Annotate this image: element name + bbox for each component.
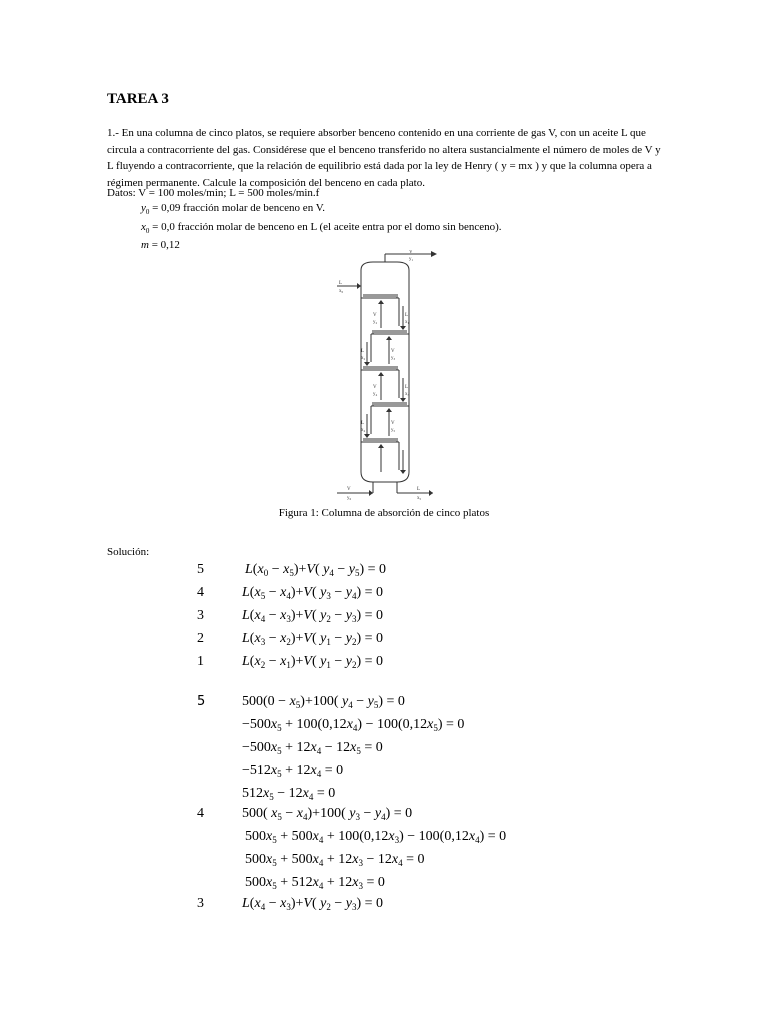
plate-label: 2 bbox=[197, 631, 204, 646]
figure-label: x₀ bbox=[339, 289, 344, 294]
equation-step: $500x_5 + 500x_4 + 100(0,12x_3) - 100(0,12x_4) = 0$ bbox=[245, 829, 507, 845]
equation-step: $500(0 - x_5)+100$( $y_4 - y_5) = 0$ bbox=[242, 694, 405, 710]
equation-plate-3: $L(x_4 - x_3)+V$( $y_2 - y_3) = 0$ bbox=[242, 608, 384, 624]
figure-label: x₅ bbox=[417, 496, 422, 500]
plate-label: 4 bbox=[197, 585, 204, 600]
given-m bbox=[141, 239, 180, 251]
figure-label: L bbox=[417, 487, 421, 492]
figure-label: V bbox=[409, 250, 413, 255]
figure-label: L bbox=[361, 349, 365, 354]
equation-step: $-500x_5 + 12x_4 - 12x_5 = 0$ bbox=[242, 740, 383, 756]
figure-label: V bbox=[391, 349, 395, 354]
figure-label: x₂ bbox=[361, 356, 366, 361]
plate-label: 1 bbox=[197, 654, 204, 669]
given-text: = 0,09 fracción molar de benceno en V. bbox=[149, 202, 326, 214]
given-var: x bbox=[141, 221, 146, 233]
figure-caption: Figura 1: Columna de absorción de cinco platos bbox=[278, 507, 490, 519]
figure-label: L bbox=[339, 281, 343, 286]
equation-step: $-500x_5 + 100(0,12x_4) - 100(0,12x_5) = 0$ bbox=[242, 717, 465, 733]
data-line: Datos: V = 100 moles/min; L = 500 moles/min.f bbox=[107, 187, 320, 199]
figure-label: y₆ bbox=[347, 496, 352, 500]
solution-label: Solución: bbox=[107, 546, 150, 558]
plate-label: 4 bbox=[197, 806, 204, 821]
given-text: = 0,0 fracción molar de benceno en L (el aceite entra por el domo sin benceno). bbox=[149, 221, 502, 233]
page-title: TAREA 3 bbox=[107, 91, 169, 107]
equation-step: $500x_5 + 512x_4 + 12x_3 = 0$ bbox=[245, 875, 385, 891]
problem-statement: 1.- En una columna de cinco platos, se requiere absorber benceno contenido en una corriente de gas V, con un aceite L que circula a contracorriente del gas. Considérese que el benceno transferido no altera sustancialmente el número de moles de V y L fluyendo a contracorriente, que la relación de equilibrio está dada por la ley de Henry ( y = mx ) y que la columna opera a régimen permanente. Calcule la composición del benceno en cada plato. bbox=[107, 127, 661, 189]
figure-label: L bbox=[405, 313, 409, 318]
figure-label: x₄ bbox=[361, 428, 366, 433]
figure-label: y₃ bbox=[391, 356, 396, 361]
figure-label: y₄ bbox=[373, 392, 378, 397]
figure-label: y₂ bbox=[373, 320, 378, 325]
equation-plate-5: $L(x_0 - x_5)+V$( $y_4 - y_5) = 0$ bbox=[245, 562, 387, 578]
figure-label: V bbox=[391, 421, 395, 426]
given-y0 bbox=[141, 202, 325, 216]
equation-step: $500x_5 + 500x_4 + 12x_3 - 12x_4 = 0$ bbox=[245, 852, 425, 868]
plate-label: 3 bbox=[197, 896, 204, 911]
equation-plate-4: $L(x_5 - x_4)+V$( $y_3 - y_4) = 0$ bbox=[242, 585, 384, 601]
equation-plate-1: $L(x_2 - x_1)+V$( $y_1 - y_2) = 0$ bbox=[242, 654, 384, 670]
figure-label: y₅ bbox=[391, 428, 396, 433]
equation-step: 500( $x_5 - x_4)+100$( $y_3 - y_4) = 0$ bbox=[242, 806, 413, 822]
given-x0 bbox=[141, 221, 502, 235]
plate-label: 3 bbox=[197, 608, 204, 623]
figure-label: L bbox=[361, 421, 365, 426]
plate-label: 5 bbox=[197, 562, 204, 577]
equation-step: $512x_5 - 12x_4 = 0$ bbox=[242, 786, 336, 802]
equation-step: $-512x_5 + 12x_4 = 0$ bbox=[242, 763, 344, 779]
figure-label: y₁ bbox=[409, 257, 414, 262]
figure-label: V bbox=[373, 385, 377, 390]
given-text: = 0,12 bbox=[148, 239, 180, 251]
figure-label: x₃ bbox=[405, 392, 410, 397]
given-sub: 0 bbox=[145, 227, 150, 236]
figure-label: x₁ bbox=[405, 320, 410, 325]
figure-label: V bbox=[373, 313, 377, 318]
equation-step: $L(x_4 - x_3)+V$( $y_2 - y_3) = 0$ bbox=[242, 896, 384, 912]
given-sub: 0 bbox=[145, 208, 150, 217]
equation-plate-2: $L(x_3 - x_2)+V$( $y_1 - y_2) = 0$ bbox=[242, 631, 384, 647]
plate-label: 5 bbox=[197, 694, 206, 709]
figure-label: L bbox=[405, 385, 409, 390]
given-var: y bbox=[141, 202, 146, 214]
absorption-column-figure bbox=[333, 250, 437, 500]
figure-label: V bbox=[347, 487, 351, 492]
given-var: m bbox=[141, 239, 149, 251]
